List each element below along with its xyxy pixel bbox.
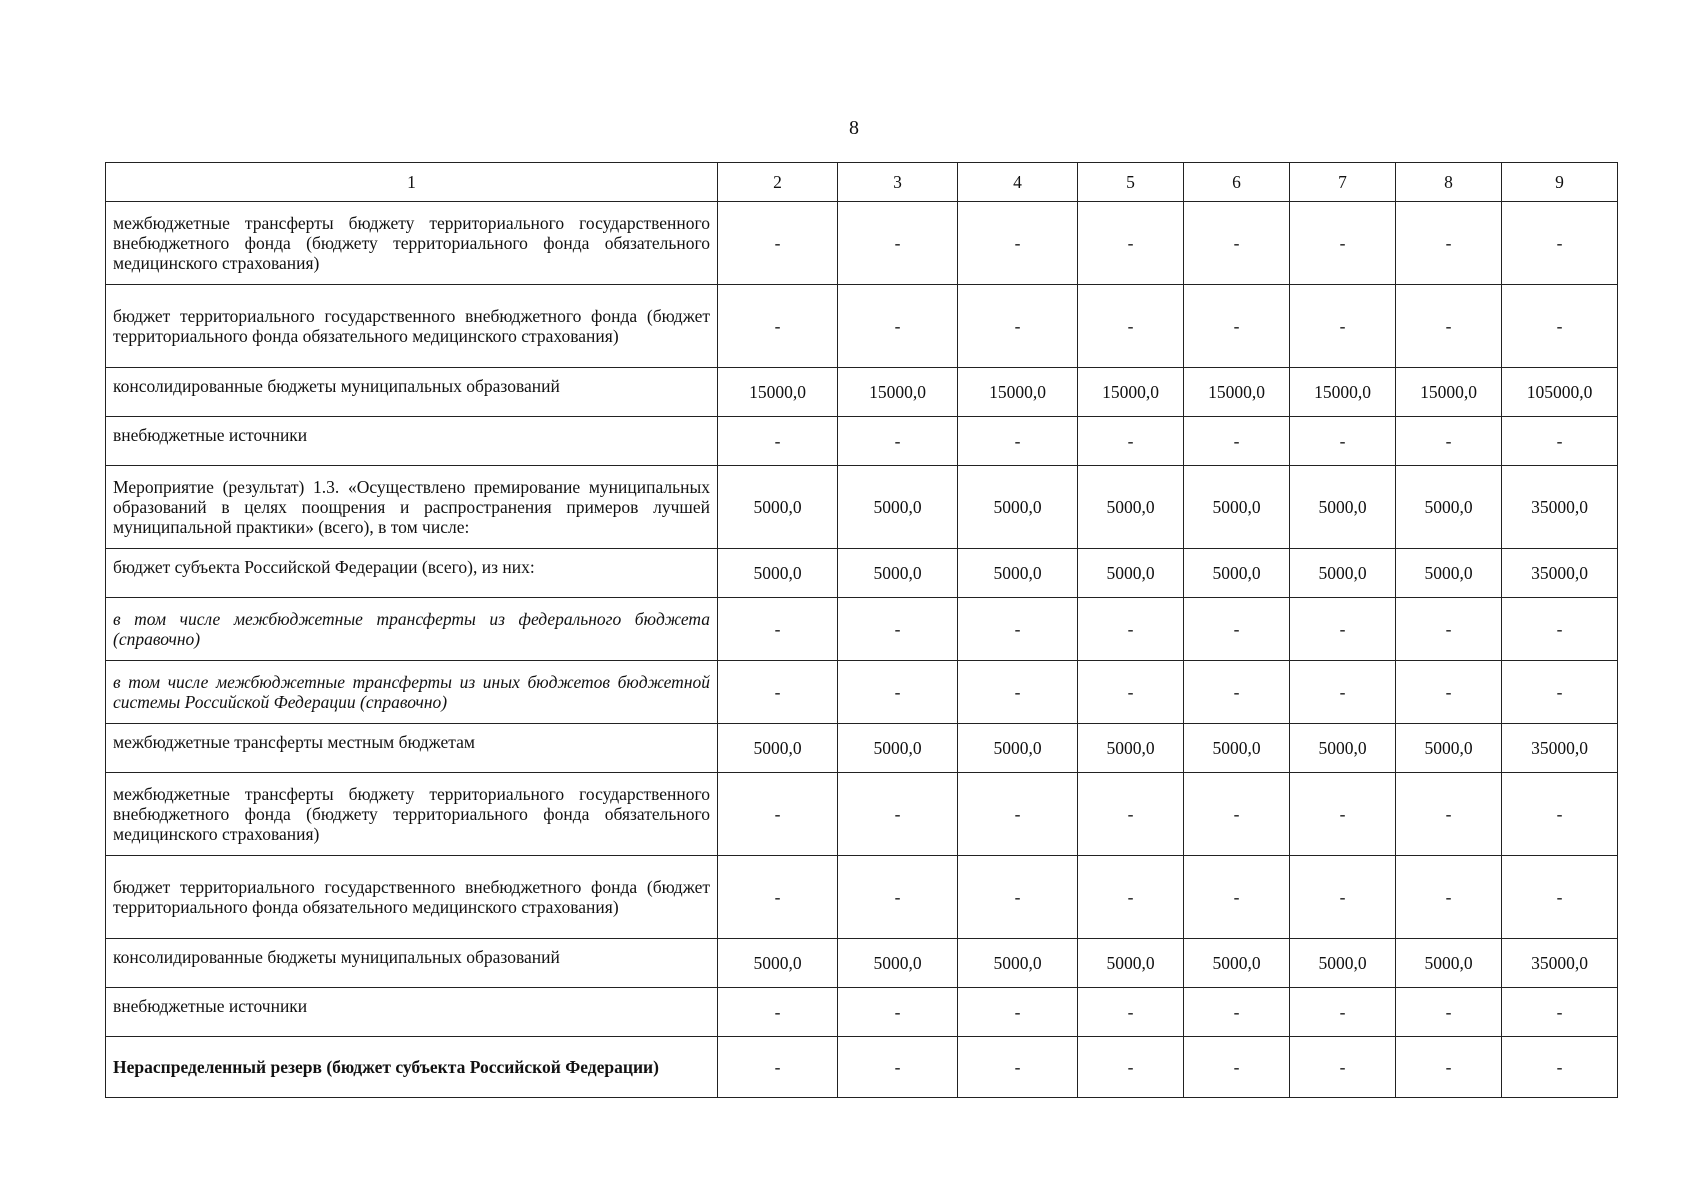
value-cell: -	[1078, 661, 1184, 724]
table-row	[106, 202, 1618, 285]
row-label: Мероприятие (результат) 1.3. «Осуществлено премирование муниципальных образований в целях поощрения и распространения примеров лучшей муниципальной практики» (всего), в том числе:	[106, 466, 718, 549]
value-cell: -	[718, 202, 838, 285]
value-cell: -	[1396, 988, 1502, 1037]
value-cell: -	[1396, 773, 1502, 856]
budget-table	[105, 162, 1618, 1098]
value-cell: 5000,0	[1184, 939, 1290, 988]
value-cell: 5000,0	[1290, 466, 1396, 549]
value-cell: -	[958, 202, 1078, 285]
value-cell: 5000,0	[1290, 939, 1396, 988]
row-label: межбюджетные трансферты бюджету территориального государственного внебюджетного фонда (бюджету территориального фонда обязательного медицинского страхования)	[106, 202, 718, 285]
table-row	[106, 1037, 1618, 1098]
value-cell: -	[718, 661, 838, 724]
value-cell: -	[1290, 661, 1396, 724]
value-cell: -	[1078, 856, 1184, 939]
value-cell: -	[1502, 1037, 1618, 1098]
row-label: межбюджетные трансферты бюджету территориального государственного внебюджетного фонда (бюджету территориального фонда обязательного медицинского страхования)	[106, 773, 718, 856]
value-cell: -	[1290, 773, 1396, 856]
value-cell: -	[718, 856, 838, 939]
value-cell: 15000,0	[1290, 368, 1396, 417]
value-cell: 5000,0	[1078, 939, 1184, 988]
value-cell: -	[958, 661, 1078, 724]
value-cell: -	[718, 285, 838, 368]
value-cell: -	[1290, 598, 1396, 661]
value-cell: -	[958, 856, 1078, 939]
value-cell: -	[1184, 988, 1290, 1037]
row-label: межбюджетные трансферты местным бюджетам	[106, 724, 718, 773]
value-cell: -	[1290, 856, 1396, 939]
value-cell: -	[838, 661, 958, 724]
value-cell: -	[1502, 202, 1618, 285]
value-cell: -	[838, 856, 958, 939]
header-row	[106, 163, 1618, 202]
value-cell: -	[1184, 202, 1290, 285]
value-cell: -	[1184, 1037, 1290, 1098]
value-cell: -	[718, 988, 838, 1037]
value-cell: -	[718, 1037, 838, 1098]
value-cell: -	[1502, 773, 1618, 856]
value-cell: 15000,0	[1078, 368, 1184, 417]
table-row	[106, 417, 1618, 466]
value-cell: -	[838, 598, 958, 661]
value-cell: -	[718, 773, 838, 856]
value-cell: -	[1396, 661, 1502, 724]
value-cell: -	[1502, 988, 1618, 1037]
value-cell: 5000,0	[958, 466, 1078, 549]
table-row	[106, 549, 1618, 598]
value-cell: -	[1184, 417, 1290, 466]
table-row	[106, 773, 1618, 856]
table-row	[106, 466, 1618, 549]
value-cell: -	[1290, 988, 1396, 1037]
value-cell: 5000,0	[1184, 466, 1290, 549]
value-cell: 5000,0	[1184, 549, 1290, 598]
value-cell: -	[1184, 661, 1290, 724]
row-label: в том числе межбюджетные трансферты из иных бюджетов бюджетной системы Российской Федерации (справочно)	[106, 661, 718, 724]
value-cell: 5000,0	[958, 724, 1078, 773]
row-label: консолидированные бюджеты муниципальных образований	[106, 939, 718, 988]
value-cell: 15000,0	[1184, 368, 1290, 417]
value-cell: -	[838, 988, 958, 1037]
value-cell: 5000,0	[838, 724, 958, 773]
value-cell: 5000,0	[1184, 724, 1290, 773]
value-cell: -	[958, 988, 1078, 1037]
value-cell: -	[838, 417, 958, 466]
value-cell: 35000,0	[1502, 724, 1618, 773]
value-cell: -	[1396, 417, 1502, 466]
value-cell: 5000,0	[1078, 466, 1184, 549]
table-row	[106, 856, 1618, 939]
value-cell: -	[1184, 773, 1290, 856]
row-label: бюджет субъекта Российской Федерации (всего), из них:	[106, 549, 718, 598]
value-cell: -	[1290, 1037, 1396, 1098]
value-cell: 35000,0	[1502, 549, 1618, 598]
value-cell: -	[1078, 988, 1184, 1037]
value-cell: 5000,0	[718, 466, 838, 549]
value-cell: -	[1502, 598, 1618, 661]
value-cell: 5000,0	[1396, 549, 1502, 598]
value-cell: 35000,0	[1502, 939, 1618, 988]
value-cell: 5000,0	[1078, 724, 1184, 773]
row-label: бюджет территориального государственного внебюджетного фонда (бюджет территориального фонда обязательного медицинского страхования)	[106, 285, 718, 368]
value-cell: -	[1078, 773, 1184, 856]
value-cell: -	[1290, 417, 1396, 466]
value-cell: -	[1184, 856, 1290, 939]
value-cell: -	[1290, 202, 1396, 285]
value-cell: -	[958, 417, 1078, 466]
value-cell: -	[1078, 417, 1184, 466]
page-number: 8	[849, 117, 859, 139]
value-cell: 5000,0	[1396, 724, 1502, 773]
value-cell: 5000,0	[718, 939, 838, 988]
value-cell: -	[1078, 598, 1184, 661]
value-cell: 35000,0	[1502, 466, 1618, 549]
value-cell: 15000,0	[958, 368, 1078, 417]
value-cell: -	[1396, 285, 1502, 368]
value-cell: 15000,0	[1396, 368, 1502, 417]
table-row	[106, 598, 1618, 661]
value-cell: 5000,0	[1396, 466, 1502, 549]
value-cell: -	[1184, 285, 1290, 368]
header-cell: 3	[838, 163, 958, 202]
value-cell: -	[838, 202, 958, 285]
header-cell: 5	[1078, 163, 1184, 202]
value-cell: -	[1502, 417, 1618, 466]
value-cell: 5000,0	[958, 939, 1078, 988]
value-cell: 5000,0	[838, 549, 958, 598]
row-label: Нераспределенный резерв (бюджет субъекта Российской Федерации)	[106, 1037, 718, 1098]
value-cell: 15000,0	[838, 368, 958, 417]
value-cell: 5000,0	[958, 549, 1078, 598]
value-cell: -	[1502, 285, 1618, 368]
value-cell: -	[1396, 1037, 1502, 1098]
table-row	[106, 661, 1618, 724]
row-label: бюджет территориального государственного внебюджетного фонда (бюджет территориального фонда обязательного медицинского страхования)	[106, 856, 718, 939]
header-cell: 7	[1290, 163, 1396, 202]
value-cell: -	[1078, 202, 1184, 285]
value-cell: 5000,0	[718, 549, 838, 598]
header-cell: 1	[106, 163, 718, 202]
row-label: консолидированные бюджеты муниципальных образований	[106, 368, 718, 417]
value-cell: -	[1502, 856, 1618, 939]
value-cell: -	[958, 1037, 1078, 1098]
value-cell: -	[1078, 285, 1184, 368]
value-cell: 105000,0	[1502, 368, 1618, 417]
header-cell: 4	[958, 163, 1078, 202]
value-cell: -	[1184, 598, 1290, 661]
table-row	[106, 724, 1618, 773]
value-cell: 5000,0	[838, 939, 958, 988]
header-cell: 9	[1502, 163, 1618, 202]
table-row	[106, 285, 1618, 368]
value-cell: -	[838, 773, 958, 856]
value-cell: -	[1078, 1037, 1184, 1098]
value-cell: -	[958, 285, 1078, 368]
value-cell: -	[958, 773, 1078, 856]
value-cell: 5000,0	[1290, 549, 1396, 598]
header-cell: 2	[718, 163, 838, 202]
header-cell: 6	[1184, 163, 1290, 202]
row-label: внебюджетные источники	[106, 417, 718, 466]
table-row	[106, 988, 1618, 1037]
table-row	[106, 939, 1618, 988]
value-cell: -	[718, 598, 838, 661]
value-cell: -	[1290, 285, 1396, 368]
value-cell: 5000,0	[1396, 939, 1502, 988]
value-cell: -	[838, 1037, 958, 1098]
value-cell: -	[1502, 661, 1618, 724]
value-cell: -	[1396, 598, 1502, 661]
value-cell: -	[958, 598, 1078, 661]
value-cell: -	[1396, 856, 1502, 939]
value-cell: 15000,0	[718, 368, 838, 417]
value-cell: 5000,0	[838, 466, 958, 549]
value-cell: 5000,0	[1290, 724, 1396, 773]
value-cell: -	[1396, 202, 1502, 285]
table-row	[106, 368, 1618, 417]
value-cell: 5000,0	[718, 724, 838, 773]
value-cell: -	[838, 285, 958, 368]
row-label: внебюджетные источники	[106, 988, 718, 1037]
header-cell: 8	[1396, 163, 1502, 202]
row-label: в том числе межбюджетные трансферты из федерального бюджета (справочно)	[106, 598, 718, 661]
value-cell: 5000,0	[1078, 549, 1184, 598]
value-cell: -	[718, 417, 838, 466]
